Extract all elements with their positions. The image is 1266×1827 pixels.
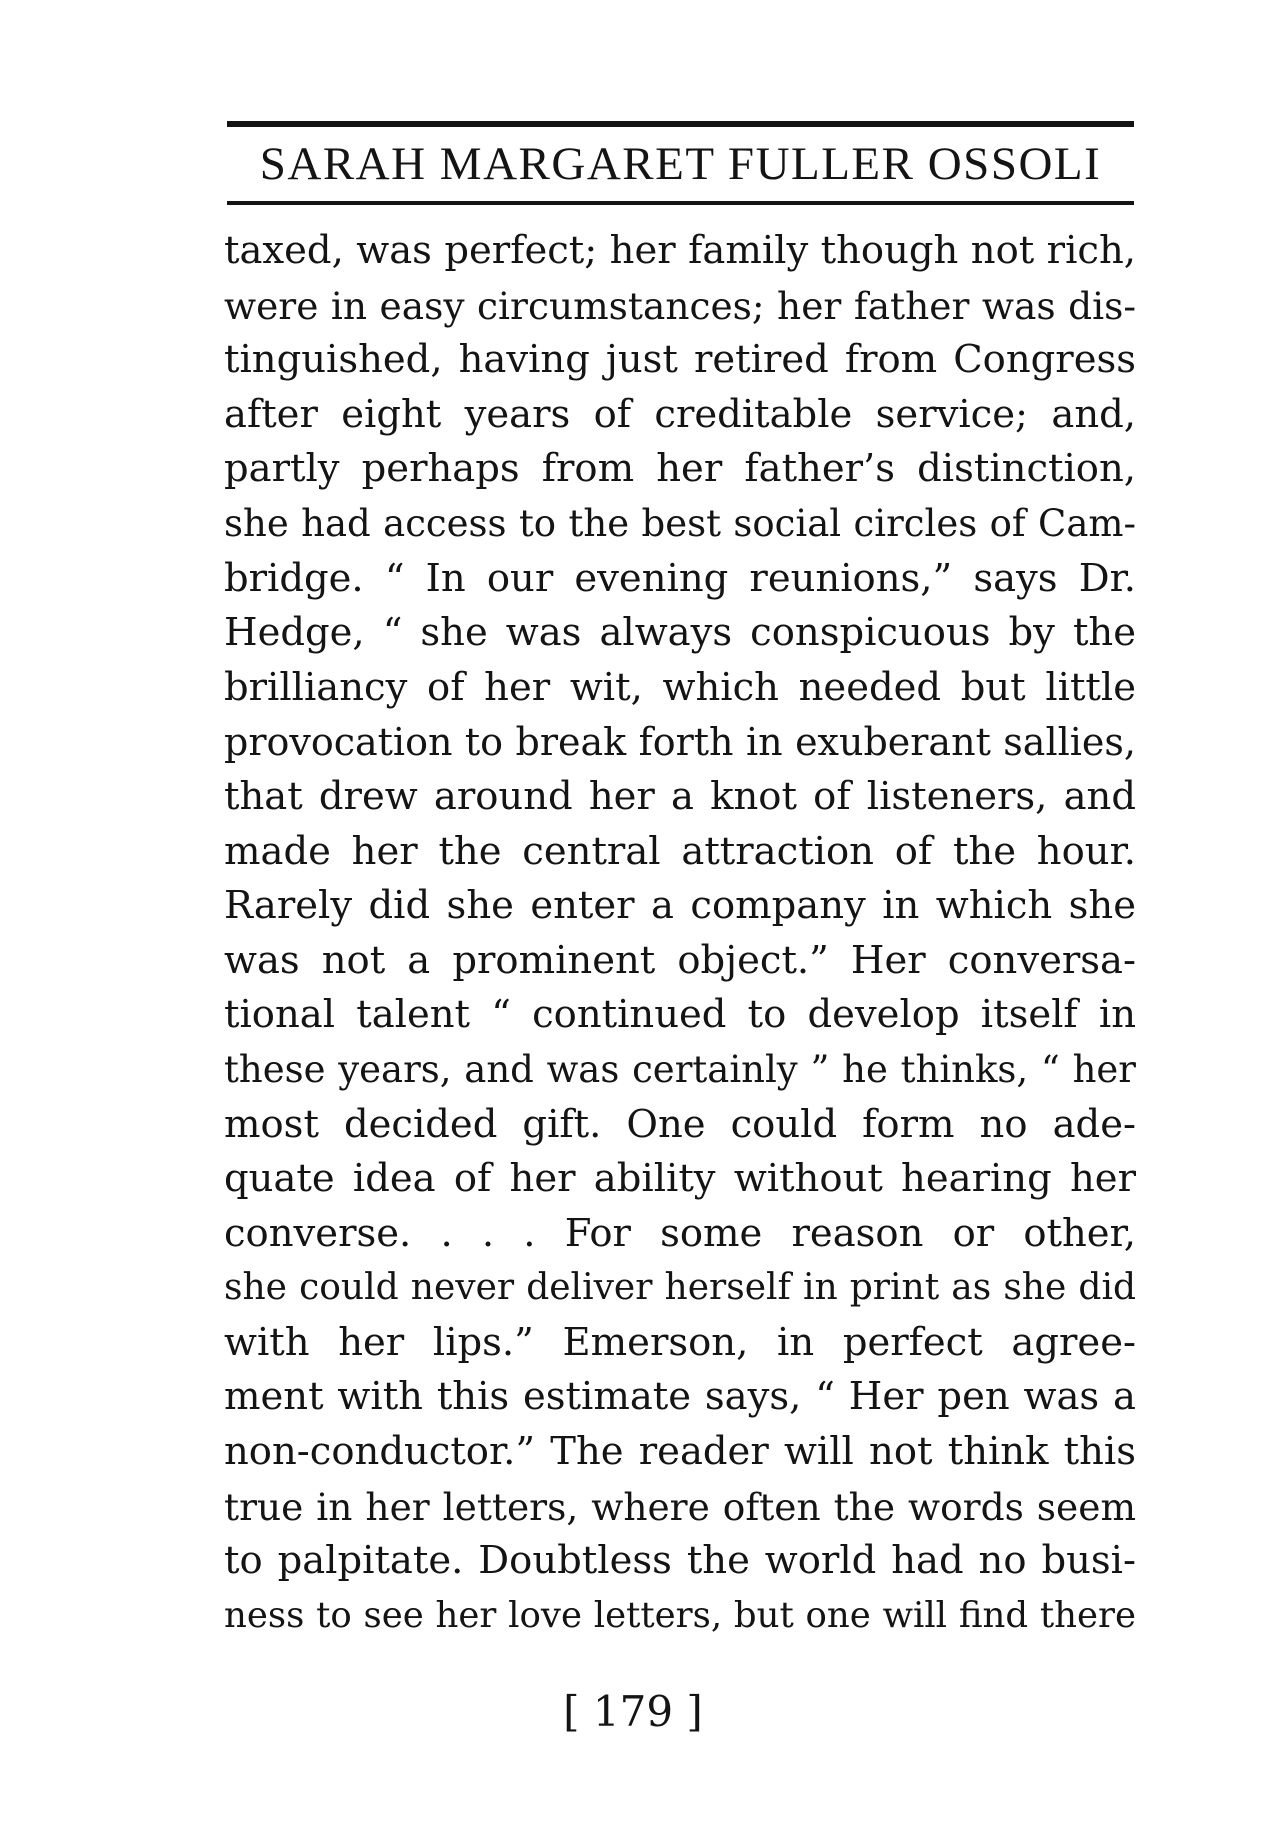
text-line: Rarely did she enter a company in which she: [224, 883, 1136, 929]
header-rule-bottom: [227, 201, 1134, 205]
text-line: brilliancy of her wit, which needed but little: [224, 664, 1136, 710]
text-line: most decided gift. One could form no ade-: [224, 1101, 1136, 1147]
text-line: tinguished, having just retired from Congress: [224, 337, 1136, 383]
body-text: [224, 224, 1136, 1654]
running-head: SARAH MARGARET FULLER OSSOLI: [259, 138, 1102, 190]
text-line: to palpitate. Doubtless the world had no busi-: [224, 1538, 1136, 1584]
text-line: converse. . . . For some reason or other,: [224, 1210, 1136, 1256]
text-line: with her lips.” Emerson, in perfect agree-: [224, 1319, 1136, 1365]
text-line: true in her letters, where often the words seem: [224, 1484, 1136, 1529]
text-line: ment with this estimate says, “ Her pen was a: [224, 1374, 1136, 1420]
text-line: were in easy circumstances; her father was dis-: [224, 283, 1136, 328]
page-number: [ 179 ]: [563, 1687, 703, 1736]
text-line: partly perhaps from her father’s distinction,: [224, 446, 1136, 492]
text-line: that drew around her a knot of listeners, and: [224, 773, 1136, 819]
text-line: made her the central attraction of the hour.: [224, 828, 1136, 874]
text-line: taxed, was perfect; her family though not rich,: [224, 228, 1136, 273]
text-line: ness to see her love letters, but one will find there: [224, 1594, 1136, 1636]
text-line: non-conductor.” The reader will not think this: [224, 1429, 1136, 1475]
text-line: provocation to break forth in exuberant sallies,: [224, 720, 1136, 765]
text-line: she could never deliver herself in print as she did: [224, 1267, 1136, 1309]
text-line: bridge. “ In our evening reunions,” says Dr.: [224, 555, 1136, 601]
header-rule-top: [227, 121, 1134, 127]
text-line: after eight years of creditable service; and,: [224, 391, 1136, 437]
text-line: tional talent “ continued to develop itself in: [224, 992, 1136, 1038]
text-line: these years, and was certainly ” he thinks, “ her: [224, 1047, 1136, 1091]
text-line: quate idea of her ability without hearing her: [224, 1156, 1136, 1202]
text-line: she had access to the best social circles of Cam-: [224, 501, 1136, 545]
text-line: was not a prominent object.” Her conversa-: [224, 937, 1136, 983]
text-line: Hedge, “ she was always conspicuous by the: [224, 610, 1136, 656]
